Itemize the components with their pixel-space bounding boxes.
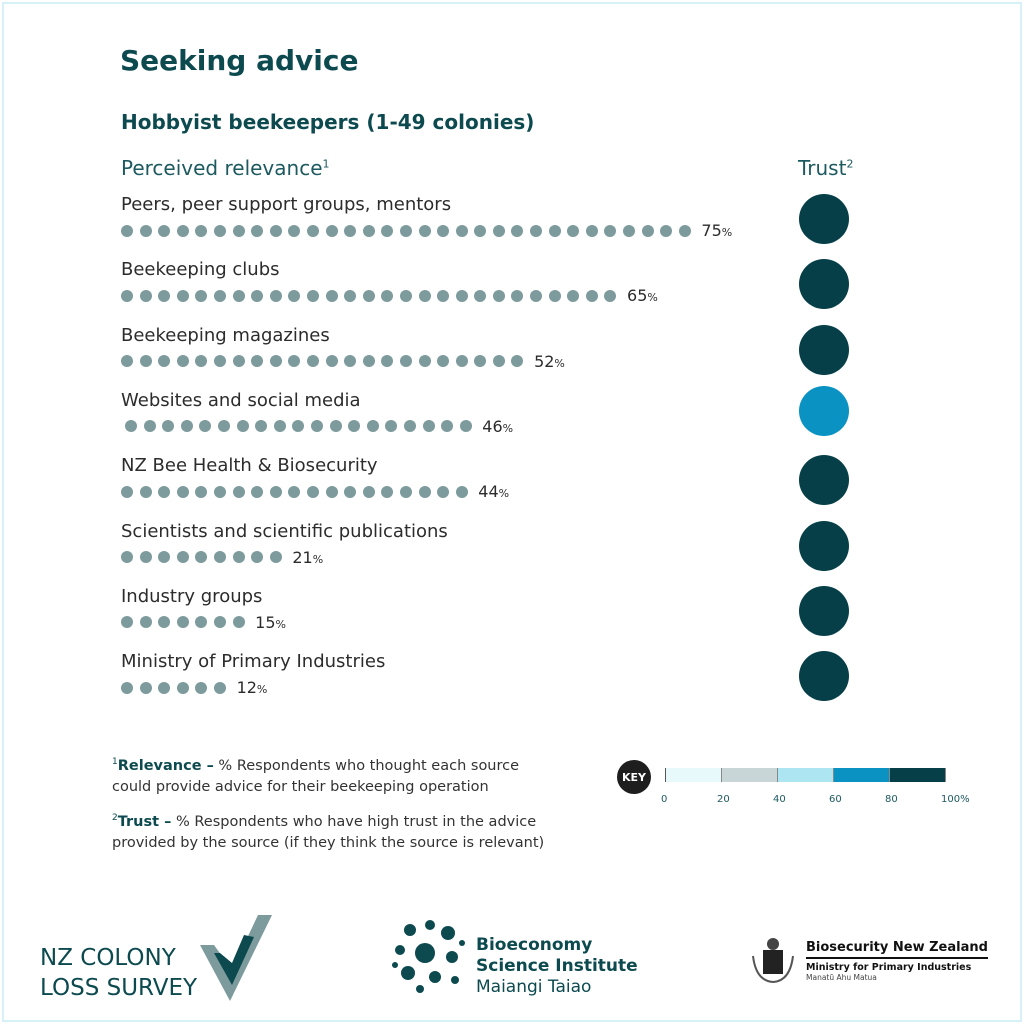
relevance-dot [404,420,416,432]
category-label: NZ Bee Health & Biosecurity [121,455,378,477]
key-tick: 40 [773,794,786,805]
trust-circle [799,455,849,505]
unit: % [502,421,514,435]
relevance-dot [586,225,598,237]
trust-header-text: Trust [798,156,847,180]
relevance-dot [195,290,207,302]
relevance-dot [311,420,323,432]
relevance-dot [381,486,393,498]
relevance-dot [288,290,300,302]
relevance-number: 52 [534,351,555,371]
relevance-dot [456,290,468,302]
relevance-dot [400,355,412,367]
chart-row [121,390,861,450]
relevance-dot [423,420,435,432]
relevance-dot [400,225,412,237]
relevance-dot [237,420,249,432]
relevance-dot [177,616,189,628]
relevance-number: 21 [292,547,313,567]
relevance-dot [460,420,472,432]
relevance-dot [199,420,211,432]
relevance-dot [549,290,561,302]
key-tick: 80 [885,794,898,805]
relevance-dot [140,682,152,694]
relevance-dot [233,486,245,498]
key-tick: 100% [941,794,970,805]
relevance-dot [344,486,356,498]
relevance-dot [214,551,226,563]
chart-row [121,586,861,646]
trust-header [798,156,853,180]
relevance-dot [441,420,453,432]
relevance-dot [270,551,282,563]
relevance-dot [214,486,226,498]
relevance-dot [195,486,207,498]
relevance-dot [140,225,152,237]
note-sup: 1 [112,757,118,767]
relevance-value [534,352,565,371]
relevance-header-text: Perceived relevance [121,156,323,180]
relevance-dot [363,486,375,498]
key-segment [722,768,778,782]
relevance-dot [214,225,226,237]
category-label: Beekeeping clubs [121,259,280,281]
relevance-dot [251,355,263,367]
biosecurity-new-zealand-logo: Biosecurity New Zealand Ministry for Primary Industries Manatū Ahu Matua [748,936,798,990]
relevance-header [121,156,330,180]
relevance-dot [493,225,505,237]
relevance-dot [195,616,207,628]
relevance-dot [121,682,133,694]
relevance-dot [125,420,137,432]
relevance-dot [140,551,152,563]
relevance-dot [162,420,174,432]
category-label: Websites and social media [121,389,361,411]
trust-note [112,808,572,854]
note-text: % Respondents who have high trust in the advice provided by the source (if they think the source is relevant) [112,813,545,851]
relevance-dot [121,290,133,302]
relevance-dot [456,486,468,498]
relevance-dot [270,225,282,237]
relevance-dot [326,486,338,498]
relevance-dot [181,420,193,432]
relevance-dot [177,486,189,498]
relevance-dot [121,486,133,498]
relevance-dot [604,225,616,237]
relevance-dot [195,551,207,563]
relevance-number: 65 [627,286,648,306]
relevance-dot [363,290,375,302]
relevance-dot [195,355,207,367]
relevance-dot [251,225,263,237]
relevance-dot [214,355,226,367]
relevance-dot [326,355,338,367]
relevance-dots [121,482,509,501]
key-segment [834,768,890,782]
relevance-dot [140,355,152,367]
relevance-dot [158,616,170,628]
relevance-dot [660,225,672,237]
relevance-value [237,678,268,697]
relevance-dot [437,486,449,498]
relevance-dot [330,420,342,432]
relevance-dot [158,290,170,302]
note-sup: 2 [112,813,118,823]
relevance-dots [121,678,267,697]
relevance-dot [400,290,412,302]
relevance-dot [326,290,338,302]
chart-subtitle: Hobbyist beekeepers (1-49 colonies) [121,110,535,134]
relevance-dot [288,486,300,498]
category-label: Peers, peer support groups, mentors [121,194,452,215]
relevance-dots [121,221,732,240]
relevance-dot [511,355,523,367]
trust-circle [799,259,849,309]
relevance-dot [307,225,319,237]
trust-sup: 2 [846,157,854,171]
relevance-dot [474,290,486,302]
relevance-dot [419,486,431,498]
relevance-value [627,286,658,305]
unit: % [312,552,324,566]
relevance-dot [214,682,226,694]
relevance-dot [144,420,156,432]
relevance-dot [474,355,486,367]
bioeconomy-science-institute-logo: Bioeconomy Science Institute Maiangi Taiao [390,915,470,999]
unit: % [721,226,733,239]
relevance-number: 46 [482,416,503,436]
relevance-dot [177,355,189,367]
key-badge: KEY [617,760,651,794]
relevance-dot [419,290,431,302]
relevance-dot [419,355,431,367]
relevance-dot [251,551,263,563]
relevance-dot [642,225,654,237]
page-title: Seeking advice [120,44,359,77]
relevance-dot [233,225,245,237]
relevance-dot [121,551,133,563]
relevance-dot [121,225,133,237]
relevance-value [482,417,513,436]
relevance-dot [177,225,189,237]
key-segment [666,768,722,782]
relevance-dot [367,420,379,432]
relevance-dot [158,551,170,563]
relevance-dot [567,225,579,237]
relevance-dot [140,616,152,628]
relevance-dot [363,355,375,367]
relevance-dot [307,355,319,367]
relevance-dot [586,290,598,302]
relevance-dot [270,355,282,367]
relevance-dot [511,225,523,237]
relevance-dot [530,290,542,302]
unit: % [554,356,565,370]
relevance-dot [177,682,189,694]
category-label: Ministry of Primary Industries [121,651,386,673]
relevance-dot [344,290,356,302]
relevance-dot [474,225,486,237]
relevance-dot [233,551,245,563]
relevance-dot [437,290,449,302]
relevance-number: 44 [478,482,499,502]
relevance-value [255,613,286,632]
relevance-dot [214,290,226,302]
relevance-dot [255,420,267,432]
relevance-note [112,752,562,798]
relevance-value [478,482,509,501]
relevance-dot [195,682,207,694]
chart-row [121,521,861,581]
relevance-dot [437,225,449,237]
key-bar [665,768,946,782]
relevance-dot [604,290,616,302]
relevance-dot [437,355,449,367]
relevance-dot [158,355,170,367]
relevance-dots [121,613,286,632]
relevance-dot [158,682,170,694]
unit: % [498,487,510,501]
note-text: % Respondents who thought each source could provide advice for their beekeeping operation [112,757,520,795]
note-term: Trust – [117,813,172,830]
relevance-dot [400,486,412,498]
unit: % [275,617,286,631]
relevance-dot [140,486,152,498]
relevance-dot [288,225,300,237]
category-label: Beekeeping magazines [121,324,330,346]
chart-row [121,455,861,515]
relevance-dot [158,225,170,237]
relevance-dot [233,616,245,628]
key-tick: 0 [661,794,668,805]
trust-circle [799,586,849,636]
relevance-dot [493,290,505,302]
key-tick: 20 [717,794,730,805]
category-label: Industry groups [121,585,263,607]
relevance-dot [679,225,691,237]
relevance-dot [419,225,431,237]
relevance-dot [456,225,468,237]
relevance-dot [530,225,542,237]
relevance-dot [270,486,282,498]
relevance-dot [140,290,152,302]
relevance-number: 12 [236,678,257,698]
key-segment [890,768,946,782]
unit: % [256,683,268,697]
category-label: Scientists and scientific publications [121,520,448,542]
relevance-dot [177,551,189,563]
trust-circle [799,651,849,701]
relevance-dot [214,616,226,628]
relevance-dot [511,290,523,302]
key-segment [778,768,834,782]
relevance-dot [251,290,263,302]
relevance-dot [218,420,230,432]
relevance-dots [121,352,565,371]
relevance-dot [121,616,133,628]
relevance-dot [381,225,393,237]
trust-circle [799,521,849,571]
relevance-dot [344,225,356,237]
relevance-dots [121,548,323,567]
chart-row [121,651,861,711]
relevance-dot [381,290,393,302]
relevance-value [292,548,323,567]
chart-row [121,259,861,319]
note-term: Relevance – [117,757,214,774]
relevance-dot [348,420,360,432]
relevance-dot [270,290,282,302]
relevance-dot [233,355,245,367]
relevance-dot [233,290,245,302]
relevance-dot [567,290,579,302]
relevance-dots [125,417,513,436]
relevance-number: 15 [255,612,276,632]
relevance-dot [307,486,319,498]
relevance-dot [344,355,356,367]
relevance-value [701,221,732,240]
key-tick: 60 [829,794,842,805]
relevance-dot [307,290,319,302]
relevance-dot [385,420,397,432]
relevance-dot [493,355,505,367]
relevance-number: 75 [701,221,722,240]
relevance-dot [381,355,393,367]
trust-circle [799,325,849,375]
relevance-dot [274,420,286,432]
relevance-dot [251,486,263,498]
chart-row [121,325,861,385]
relevance-dot [288,355,300,367]
relevance-sup: 1 [322,157,330,171]
chart-row [121,194,861,254]
relevance-dot [195,225,207,237]
trust-circle [799,386,849,436]
relevance-dot [363,225,375,237]
relevance-dot [326,225,338,237]
relevance-dot [456,355,468,367]
relevance-dot [623,225,635,237]
relevance-dot [292,420,304,432]
relevance-dot [177,290,189,302]
unit: % [647,291,658,305]
relevance-dots [121,286,658,305]
trust-circle [799,194,849,244]
relevance-dot [549,225,561,237]
relevance-dot [158,486,170,498]
relevance-dot [121,355,133,367]
